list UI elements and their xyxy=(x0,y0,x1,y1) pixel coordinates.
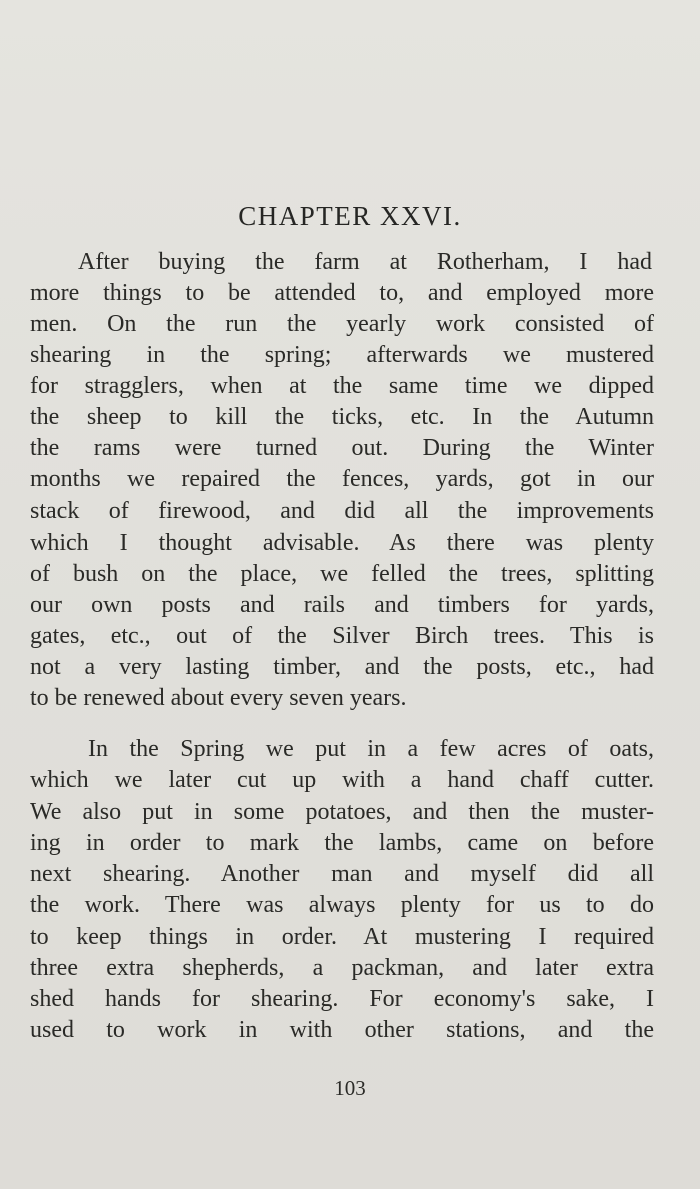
text-line: our own posts and rails and timbers for yards, xyxy=(30,592,654,618)
text-line: more things to be attended to, and employed more xyxy=(30,280,654,306)
text-line: which we later cut up with a hand chaff cutter. xyxy=(30,767,654,793)
text-line: gates, etc., out of the Silver Birch trees. This is xyxy=(30,623,654,649)
text-line: three extra shepherds, a packman, and later extra xyxy=(30,955,654,981)
text-line: In the Spring we put in a few acres of oats, xyxy=(88,736,654,762)
text-line: the rams were turned out. During the Winter xyxy=(30,435,654,461)
text-line: of bush on the place, we felled the trees, splitting xyxy=(30,561,654,587)
text-line: shed hands for shearing. For economy's sake, I xyxy=(30,986,654,1012)
text-line: to be renewed about every seven years. xyxy=(30,685,407,711)
text-line: next shearing. Another man and myself did all xyxy=(30,861,654,887)
text-line: used to work in with other stations, and the xyxy=(30,1017,654,1043)
text-line: After buying the farm at Rotherham, I had xyxy=(78,249,652,275)
text-line: the sheep to kill the ticks, etc. In the Autumn xyxy=(30,404,654,430)
text-line: for stragglers, when at the same time we dipped xyxy=(30,373,654,399)
page-number: 103 xyxy=(334,1076,366,1100)
chapter-title: CHAPTER XXVI. xyxy=(238,201,462,231)
text-line: not a very lasting timber, and the posts, etc., had xyxy=(30,654,654,680)
text-line: We also put in some potatoes, and then the muster- xyxy=(30,799,654,825)
text-line: the work. There was always plenty for us to do xyxy=(30,892,654,918)
text-line: to keep things in order. At mustering I required xyxy=(30,924,654,950)
text-line: shearing in the spring; afterwards we mustered xyxy=(30,342,654,368)
text-line: stack of firewood, and did all the improvements xyxy=(30,498,654,524)
text-line: months we repaired the fences, yards, got in our xyxy=(30,466,654,492)
text-line: which I thought advisable. As there was plenty xyxy=(30,530,654,556)
text-line: men. On the run the yearly work consisted of xyxy=(30,311,654,337)
text-line: ing in order to mark the lambs, came on before xyxy=(30,830,654,856)
